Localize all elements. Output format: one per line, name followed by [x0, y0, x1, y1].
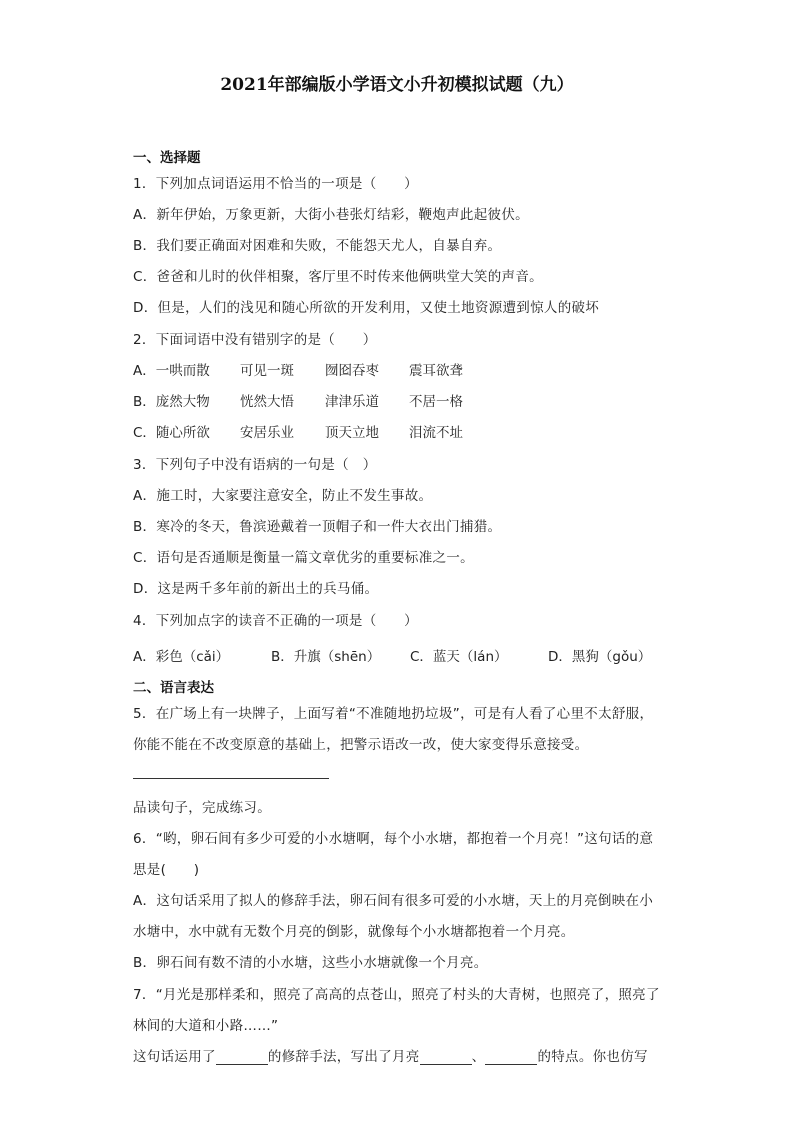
q1-stem: 1．下列加点词语运用不恰当的一项是（ ） — [133, 176, 418, 192]
q5-line-1: 5．在广场上有一块牌子，上面写着“不准随地扔垃圾”，可是有人看了心里不太舒服， — [133, 706, 654, 722]
section-heading-choice: 一、选择题 — [133, 150, 201, 166]
q2-option-c — [133, 421, 463, 441]
q3-option-b: B．寒冷的冬天，鲁滨逊戴着一顶帽子和一件大衣出门捕猎。 — [133, 519, 502, 535]
q7-text-2: 的修辞手法，写出了月亮 — [267, 1049, 420, 1065]
q3-stem: 3．下列句子中没有语病的一句是（ ） — [133, 457, 377, 473]
q2-b-word-3: 津津乐道 — [325, 394, 379, 410]
q2-a-word-2: 可见一斑 — [240, 363, 294, 379]
q2-option-a — [133, 359, 463, 379]
q6-option-a-line-2: 水塘中，水中就有无数个月亮的倒影，就像每个小水塘都抱着一个月亮。 — [133, 924, 575, 940]
q4-stem: 4．下列加点字的读音不正确的一项是（ ） — [133, 613, 418, 629]
q2-a-word-4: 震耳欲聋 — [409, 363, 463, 379]
q7-text-3: 、 — [471, 1049, 486, 1065]
q1-option-d: D．但是，人们的浅见和随心所欲的开发利用，又使土地资源遭到惊人的破坏 — [133, 300, 600, 316]
q2-c-word-4: 泪流不址 — [409, 425, 463, 441]
q2-b-word-2: 恍然大悟 — [240, 394, 294, 410]
q2-c-word-3: 顶天立地 — [325, 425, 379, 441]
q6-line-2: 思是( ) — [133, 862, 200, 878]
q5-line-2: 你能不能在不改变原意的基础上，把警示语改一改，使大家变得乐意接受。 — [133, 737, 589, 753]
section-heading-expression: 二、语言表达 — [133, 680, 214, 696]
q2-option-b — [133, 390, 463, 410]
q4-option-c: C．蓝天（lán） — [410, 649, 508, 665]
q3-option-a: A．施工时，大家要注意安全，防止不发生事故。 — [133, 488, 433, 504]
q7-line-2: 林间的大道和小路……” — [133, 1018, 279, 1034]
q4-option-a: A．彩色（cǎi） — [133, 649, 230, 665]
q7-line-1: 7．“月光是那样柔和，照亮了高高的点苍山，照亮了村头的大青树，也照亮了，照亮了 — [133, 987, 660, 1003]
reading-intro: 品读句子，完成练习。 — [133, 800, 271, 816]
q2-stem: 2．下面词语中没有错别字的是（ ） — [133, 332, 377, 348]
q1-option-b: B．我们要正确面对困难和失败，不能怨天尤人，自暴自弃。 — [133, 238, 502, 254]
q4-option-b: B．升旗（shēn） — [271, 649, 381, 665]
q3-option-c: C．语句是否通顺是衡量一篇文章优劣的重要标准之一。 — [133, 550, 474, 566]
q6-option-a-line-1: A．这句话采用了拟人的修辞手法，卵石间有很多可爱的小水塘，天上的月亮倒映在小 — [133, 893, 654, 909]
q2-b-word-1: B．庞然大物 — [133, 394, 210, 410]
q7-text-4: 的特点。你也仿写 — [537, 1049, 648, 1065]
q1-option-c: C．爸爸和儿时的伙伴相聚，客厅里不时传来他俩哄堂大笑的声音。 — [133, 269, 543, 285]
q7-fill-in-line — [133, 1045, 648, 1065]
q5-answer-line — [133, 778, 329, 779]
q6-line-1: 6．“哟，卵石间有多少可爱的小水塘啊，每个小水塘，都抱着一个月亮！”这句话的意 — [133, 831, 654, 847]
q3-option-d: D．这是两千多年前的新出土的兵马俑。 — [133, 581, 379, 597]
q2-c-word-2: 安居乐业 — [240, 425, 294, 441]
exam-title: 2021年部编版小学语文小升初模拟试题（九） — [220, 75, 574, 95]
q2-b-word-4: 不居一格 — [409, 394, 463, 410]
q2-a-word-3: 囫囵吞枣 — [325, 363, 379, 379]
q7-blank-1[interactable] — [216, 1050, 268, 1065]
q7-blank-3[interactable] — [485, 1050, 537, 1065]
q2-a-word-1: A．一哄而散 — [133, 363, 210, 379]
q7-text-1: 这句话运用了 — [133, 1049, 216, 1065]
q6-option-b: B．卵石间有数不清的小水塘，这些小水塘就像一个月亮。 — [133, 955, 488, 971]
q2-c-word-1: C．随心所欲 — [133, 425, 210, 441]
q4-options — [133, 645, 651, 665]
q4-option-d: D．黑狗（gǒu） — [548, 649, 652, 665]
q1-option-a: A．新年伊始，万象更新，大街小巷张灯结彩，鞭炮声此起彼伏。 — [133, 207, 529, 223]
q7-blank-2[interactable] — [420, 1050, 472, 1065]
